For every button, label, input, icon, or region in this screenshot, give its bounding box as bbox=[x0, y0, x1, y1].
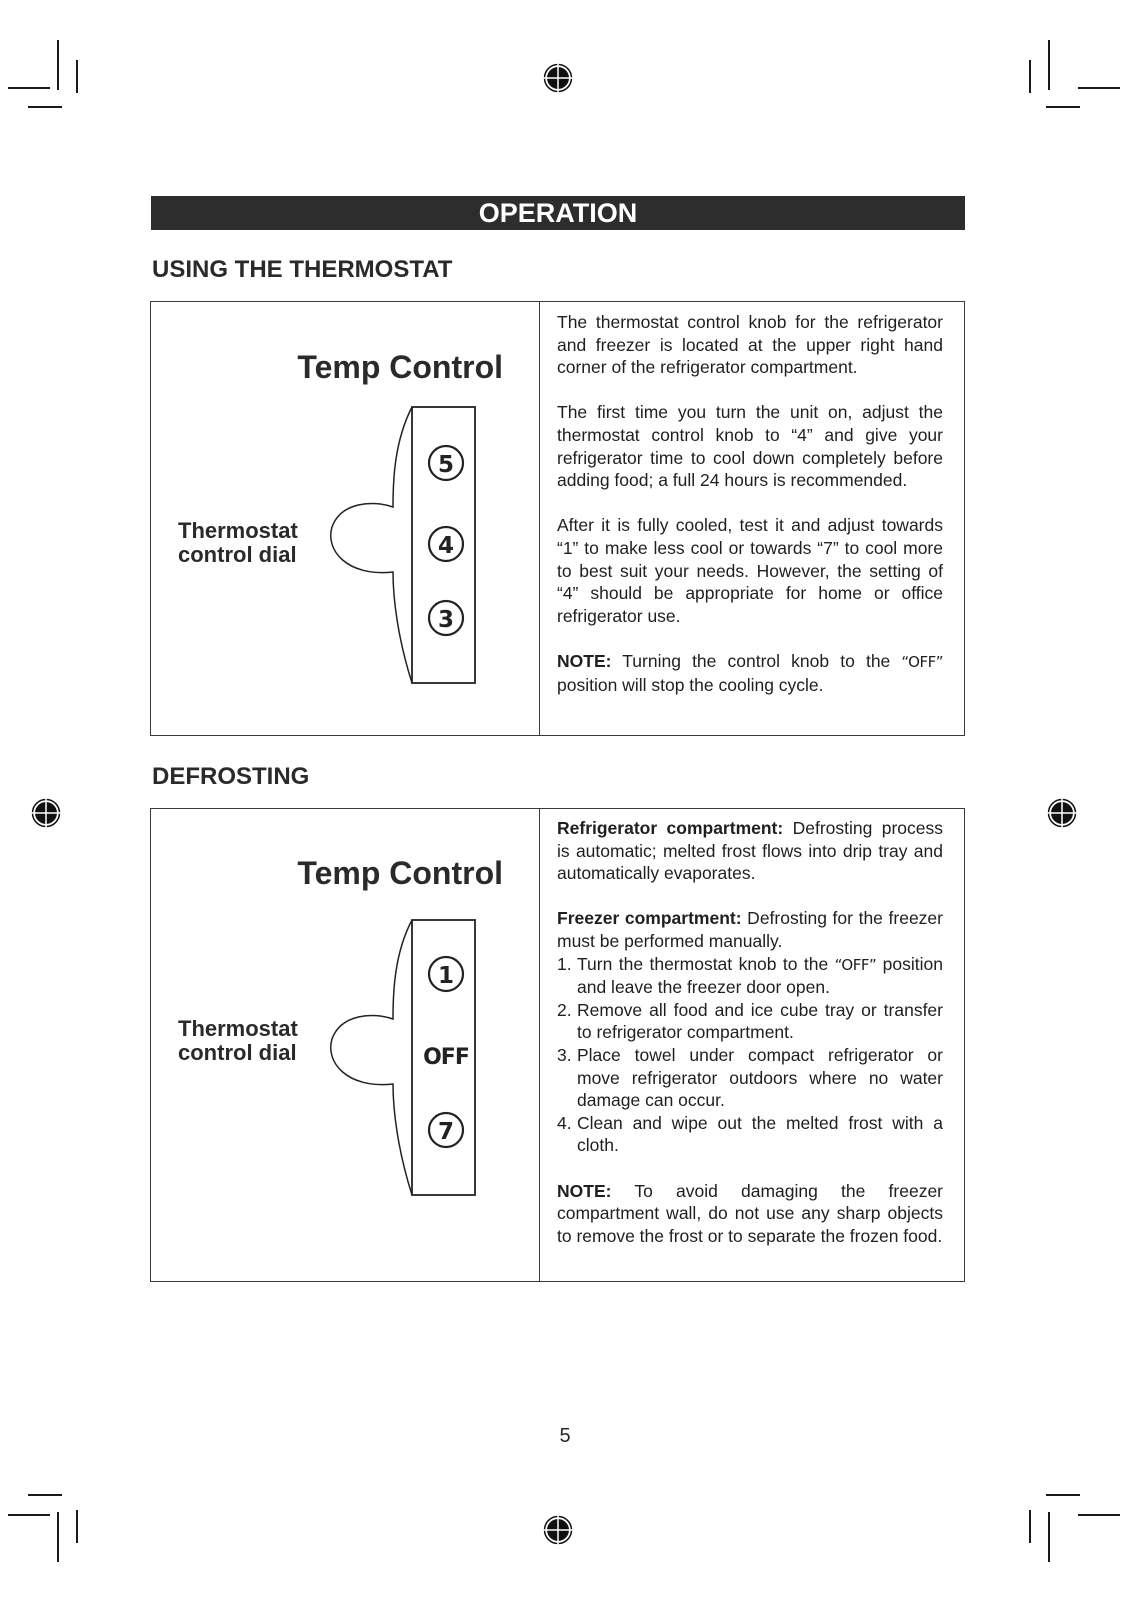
crop-mark bbox=[1029, 60, 1031, 93]
crop-mark bbox=[1048, 40, 1050, 90]
note-text: To avoid damaging the freezer compartment wall, do not use any sharp objects to remove the frost or to separate the frozen food. bbox=[557, 1180, 943, 1246]
crop-mark bbox=[8, 87, 50, 89]
crop-mark bbox=[76, 60, 78, 93]
off-word: “OFF” bbox=[834, 955, 877, 974]
step-text: position and leave the freezer door open. bbox=[577, 953, 943, 998]
freezer-text: Defrosting for the freezer must be performed manually. bbox=[557, 908, 943, 951]
step-number: 4. bbox=[557, 1112, 572, 1133]
dial-mark-off: OFF bbox=[423, 1045, 469, 1070]
dial-mark: 5 bbox=[437, 452, 455, 478]
registration-mark-icon bbox=[543, 1515, 573, 1545]
dial-mark: 4 bbox=[437, 533, 455, 559]
off-word: “OFF” bbox=[901, 652, 943, 671]
registration-mark-icon bbox=[1047, 798, 1077, 828]
section-title-thermostat: USING THE THERMOSTAT bbox=[152, 256, 453, 283]
registration-mark-icon bbox=[543, 63, 573, 93]
defrosting-box bbox=[150, 808, 965, 1282]
note-text: Turning the control knob to the bbox=[611, 650, 902, 671]
figure-title: Temp Control bbox=[297, 349, 503, 385]
dial-mark: 3 bbox=[437, 607, 455, 633]
note-paragraph bbox=[557, 1180, 943, 1248]
column-divider bbox=[539, 302, 540, 735]
note-text: position will stop the cooling cycle. bbox=[557, 674, 824, 695]
dial-label-line2: control dial bbox=[178, 542, 297, 567]
crop-mark bbox=[28, 1494, 62, 1496]
thermostat-box bbox=[150, 301, 965, 736]
crop-mark bbox=[1046, 1494, 1080, 1496]
step-text: Clean and wipe out the melted frost with a cloth. bbox=[577, 1112, 943, 1156]
dial-label-line1: Thermostat bbox=[178, 518, 298, 543]
list-item bbox=[557, 1112, 943, 1157]
crop-mark bbox=[1048, 1512, 1050, 1562]
step-number: 2. bbox=[557, 999, 572, 1020]
step-text: Remove all food and ice cube tray or transfer to refrigerator compartment. bbox=[577, 999, 943, 1043]
thermostat-figure bbox=[151, 302, 539, 734]
crop-mark bbox=[57, 1512, 59, 1562]
section-title-defrosting: DEFROSTING bbox=[152, 763, 310, 790]
dial-label-line2: control dial bbox=[178, 1040, 297, 1065]
dial-mark: 1 bbox=[437, 963, 455, 989]
page-number: 5 bbox=[559, 1425, 571, 1447]
crop-mark bbox=[8, 1514, 50, 1516]
refrigerator-text: Defrosting process is automatic; melted frost flows into drip tray and automatically evaporates. bbox=[557, 818, 943, 884]
paragraph bbox=[557, 907, 943, 952]
step-number: 3. bbox=[557, 1044, 572, 1065]
registration-mark-icon bbox=[31, 798, 61, 828]
dial-knob-outline bbox=[331, 407, 412, 683]
crop-mark bbox=[1029, 1510, 1031, 1543]
dial-label-line1: Thermostat bbox=[178, 1016, 298, 1041]
step-text: Place towel under compact refrigerator or move refrigerator outdoors where no water damage can occur. bbox=[577, 1044, 943, 1111]
crop-mark bbox=[57, 40, 59, 90]
note-label: NOTE: bbox=[557, 1180, 612, 1201]
refrigerator-label: Refrigerator compartment: bbox=[557, 818, 784, 838]
dial-knob-outline bbox=[331, 920, 412, 1195]
note-label: NOTE: bbox=[557, 650, 612, 671]
list-item bbox=[557, 953, 943, 999]
list-item bbox=[557, 999, 943, 1044]
paragraph bbox=[557, 817, 943, 885]
freezer-label: Freezer compartment: bbox=[557, 908, 742, 929]
defrosting-figure bbox=[151, 809, 539, 1279]
defrost-steps bbox=[557, 953, 943, 1157]
note-paragraph bbox=[557, 650, 943, 696]
crop-mark bbox=[1078, 87, 1120, 89]
paragraph: After it is fully cooled, test it and adjust towards “1” to make less cool or towards “7” to cool more to best suit your needs. However, the setting of “4” should be appropriate for home or office refrigerator use. bbox=[557, 515, 943, 626]
figure-title: Temp Control bbox=[297, 855, 503, 891]
dial-mark: 7 bbox=[437, 1119, 455, 1145]
column-divider bbox=[539, 809, 540, 1281]
step-text: Turn the thermostat knob to the bbox=[577, 953, 835, 974]
section-banner: OPERATION bbox=[151, 196, 965, 230]
step-number: 1. bbox=[557, 953, 572, 974]
crop-mark bbox=[1046, 106, 1080, 108]
crop-mark bbox=[76, 1510, 78, 1543]
thermostat-text bbox=[557, 311, 943, 696]
defrosting-text bbox=[557, 817, 943, 1247]
paragraph: The first time you turn the unit on, adjust the thermostat control knob to “4” and give your refrigerator time to cool down completely before adding food; a full 24 hours is recommended. bbox=[557, 402, 943, 491]
list-item bbox=[557, 1044, 943, 1112]
paragraph: The thermostat control knob for the refrigerator and freezer is located at the upper right hand corner of the refrigerator compartment. bbox=[557, 312, 943, 378]
crop-mark bbox=[1078, 1514, 1120, 1516]
crop-mark bbox=[28, 106, 62, 108]
